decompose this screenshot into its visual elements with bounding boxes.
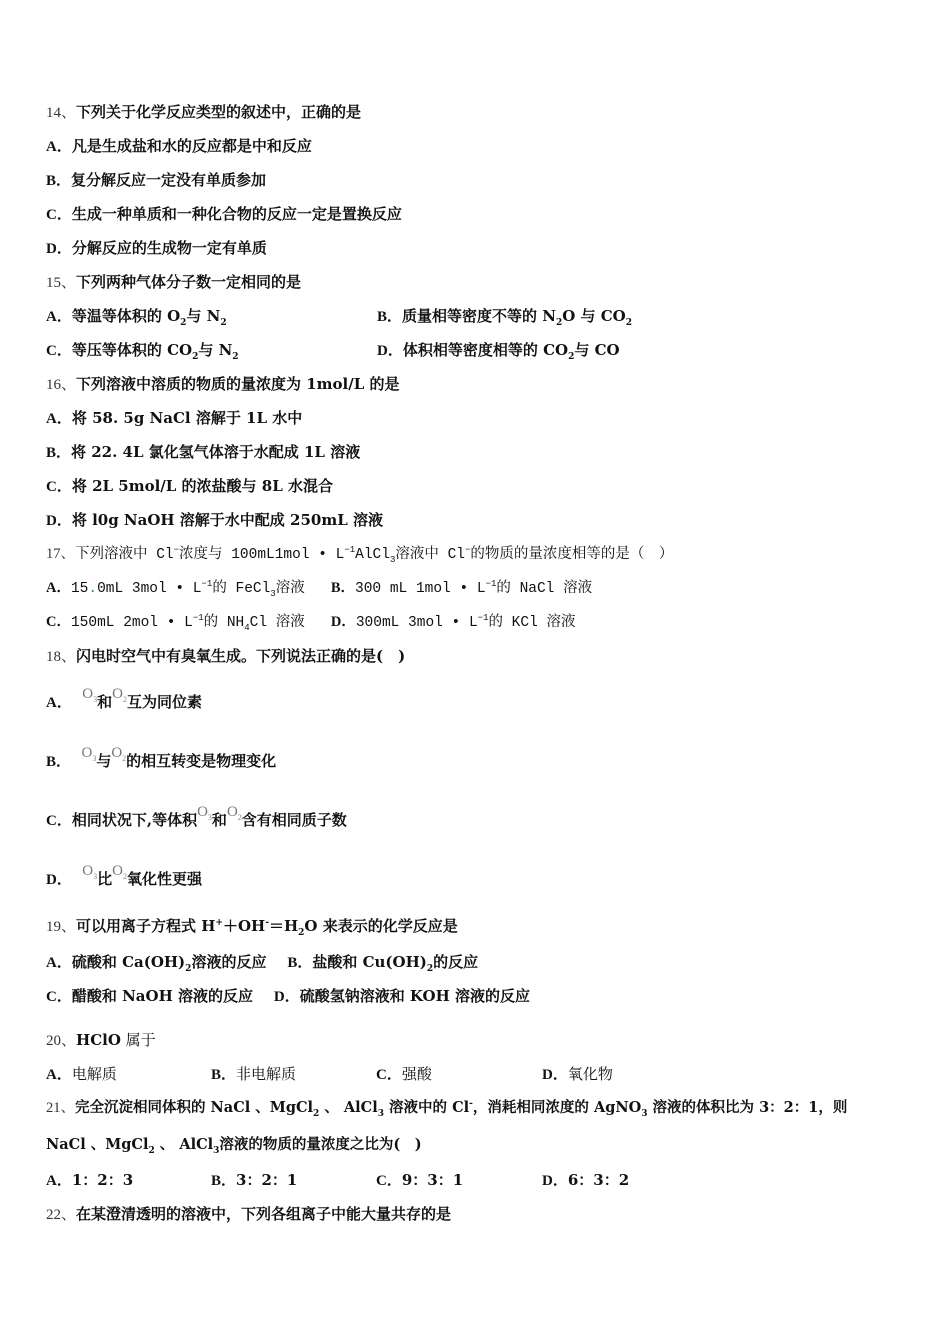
oxygen-formula: $O_2$	[226, 804, 242, 822]
question-21-stem-line1: 21、完全沉淀相同体积的 NaCl 、MgCl$_2$ 、 AlCl$_3$ 溶液中的 Cl-，消耗相同浓度的 AgNO$_3$ 溶液的体积比为 3：2：1，则	[46, 1099, 848, 1119]
question-number: 22、	[46, 1207, 77, 1223]
question-21-option-d: D．6：3：2	[542, 1171, 630, 1189]
question-number: 20、	[46, 1033, 77, 1049]
question-15-stem: 15、下列两种气体分子数一定相同的是	[46, 273, 302, 291]
question-16-option-a: A．将 58. 5g NaCl 溶解于 1L 水中	[46, 409, 303, 427]
question-20-option-b: B．非电解质	[211, 1065, 297, 1083]
question-21-stem-line2: NaCl 、MgCl$_2$ 、 AlCl$_3$溶液的物质的量浓度之比为( )	[46, 1136, 422, 1156]
question-20-option-a: A．电解质	[46, 1065, 117, 1083]
question-15-option-d: D．体积相等密度相等的 $CO_2$与 CO	[377, 341, 620, 362]
question-number: 14、	[46, 105, 77, 121]
question-number: 17、	[46, 546, 75, 562]
spellcheck-mark: .	[88, 581, 98, 597]
question-16-option-b: B．将 22. 4L 氯化氢气体溶于水配成 1L 溶液	[46, 443, 361, 461]
question-number: 19、	[46, 919, 77, 935]
question-15-option-a: A．等温等体积的 $O_2$与 $N_2$	[46, 307, 227, 328]
question-16-option-c: C．将 2L 5mol/L 的浓盐酸与 8L 水混合	[46, 477, 333, 495]
question-18-option-a: A． $O_3$和$O_2$互为同位素	[46, 686, 203, 711]
question-18-option-b: B． $O_3$与$O_2$的相互转变是物理变化	[46, 745, 277, 770]
question-20-option-d: D．氧化物	[542, 1065, 613, 1083]
question-number: 21、	[46, 1100, 75, 1116]
question-21-option-b: B．3：2：1	[211, 1171, 298, 1189]
question-17-stem: 17、下列溶液中 Cl−浓度与 100mL1mol • $L^{-1}AlCl_3$溶液中 Cl−的物质的量浓度相等的是（ ）	[46, 545, 674, 565]
question-15-option-b: B．质量相等密度不等的 $N_2O$ 与 $CO_2$	[377, 307, 633, 328]
question-20-stem: 20、HClO 属于	[46, 1031, 156, 1049]
question-number: 15、	[46, 275, 77, 291]
question-20-option-c: C．强酸	[376, 1065, 432, 1083]
question-21-option-a: A．1：2：3	[46, 1171, 134, 1189]
oxygen-formula: $O_2$	[112, 686, 127, 704]
question-16-option-d: D．将 l0g NaOH 溶解于水中配成 250mL 溶液	[46, 511, 383, 529]
question-18-option-d: D． $O_3$比$O_2$氧化性更强	[46, 863, 203, 888]
question-17-options-cd: C．150mL 2mol • $L^{-1}$的 $NH_4Cl$ 溶液 D．300mL 3mol • $L^{-1}$的 KCl 溶液	[46, 613, 576, 633]
question-19-stem: 19、可以用离子方程式 $H^++OH^-=H_2O$ 来表示的化学反应是	[46, 917, 458, 938]
ozone-formula: $O_3$	[197, 804, 212, 822]
question-22-stem: 22、在某澄清透明的溶液中，下列各组离子中能大量共存的是	[46, 1205, 452, 1223]
oxygen-formula: $O_2$	[111, 745, 127, 763]
question-18-stem: 18、闪电时空气中有臭氧生成。下列说法正确的是( )	[46, 647, 406, 665]
question-15-option-c: C．等压等体积的 $CO_2$与 $N_2$	[46, 341, 239, 362]
question-21-option-c: C．9：3：1	[376, 1171, 464, 1189]
question-14-option-c: C．生成一种单质和一种化合物的反应一定是置换反应	[46, 205, 402, 223]
ozone-formula: $O_3$	[82, 863, 98, 881]
question-16-stem: 16、下列溶液中溶质的物质的量浓度为 1mol/L 的是	[46, 375, 400, 393]
question-number: 16、	[46, 377, 77, 393]
question-19-options-cd: C．醋酸和 NaOH 溶液的反应 D．硫酸氢钠溶液和 KOH 溶液的反应	[46, 987, 531, 1005]
question-17-options-ab: A．15.0mL 3mol • $L^{-1}$的 FeCl$_3$溶液 B．300 mL 1mol • $L^{-1}$的 NaCl 溶液	[46, 579, 593, 599]
question-14-option-b: B．复分解反应一定没有单质参加	[46, 171, 267, 189]
question-14-stem: 14、下列关于化学反应类型的叙述中，正确的是	[46, 103, 362, 121]
question-14-option-d: D．分解反应的生成物一定有单质	[46, 239, 267, 257]
ozone-formula: $O_3$	[82, 686, 98, 704]
question-number: 18、	[46, 649, 77, 665]
ozone-formula: $O_3$	[81, 745, 97, 763]
oxygen-formula: $O_2$	[112, 863, 127, 881]
question-14-option-a: A．凡是生成盐和水的反应都是中和反应	[46, 137, 312, 155]
question-18-option-c: C．相同状况下,等体积$O_3$和$O_2$含有相同质子数	[46, 804, 347, 829]
question-19-options-ab: A．硫酸和 $Ca(OH)_2$溶液的反应 B．盐酸和 $Cu(OH)_2$的反应	[46, 953, 479, 974]
